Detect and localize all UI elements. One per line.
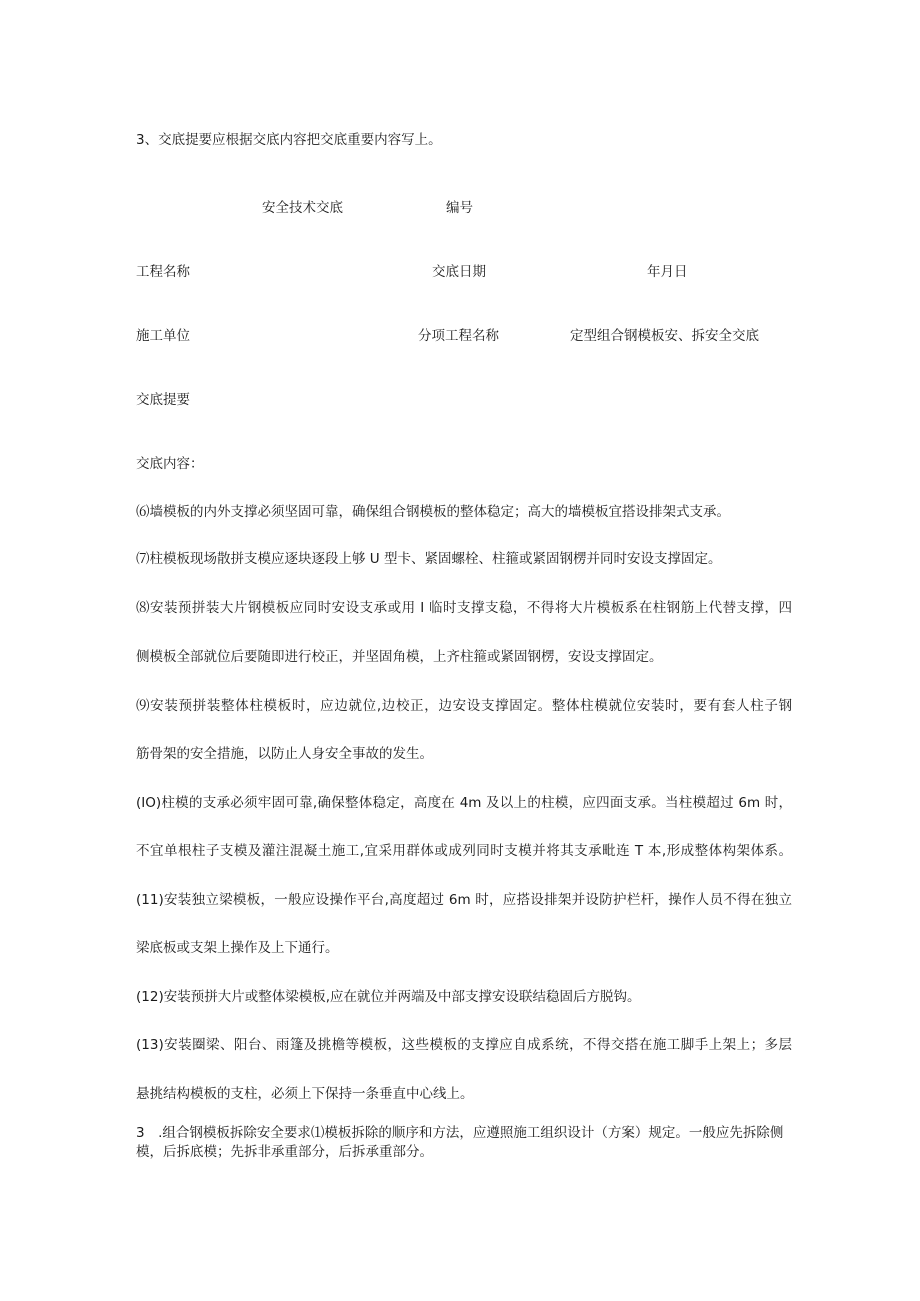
item-8-line-1: ⑻安装预拼装大片钢模板应同时安设支承或用 I 临时支撑支稳，不得将大片模板系在柱钢筋上代替支撑，四 bbox=[136, 600, 792, 616]
item-12: (12)安装预拼大片或整体梁模板,应在就位并两端及中部支撑安设联结稳固后方脱钩。 bbox=[136, 989, 641, 1005]
number-label: 编号 bbox=[446, 200, 473, 216]
unit-label: 施工单位 bbox=[136, 328, 190, 344]
sub-project-value: 定型组合钢模板安、拆安全交底 bbox=[570, 328, 759, 344]
date-value: 年月日 bbox=[647, 264, 688, 280]
form-title: 安全技术交底 bbox=[262, 200, 343, 216]
item-6: ⑹墙模板的内外支撑必须坚固可靠，确保组合钢模板的整体稳定；高大的墙模板宜搭设排架式支承。 bbox=[136, 504, 730, 520]
item-11-line-1: (11)安装独立梁模板，一般应设操作平台,高度超过 6m 时，应搭设排架并设防护栏杆，操作人员不得在独立 bbox=[136, 892, 792, 908]
date-label: 交底日期 bbox=[432, 264, 486, 280]
summary-label: 交底提要 bbox=[136, 392, 190, 408]
item-10-line-2: 不宜单根柱子支模及灌注混凝土施工,宜采用群体或成列同时支模并将其支承毗连 T 本,形成整体构架体系。 bbox=[136, 843, 792, 859]
content-label: 交底内容： bbox=[136, 456, 204, 472]
item-13-line-2: 悬挑结构模板的支柱，必须上下保持一条垂直中心线上。 bbox=[136, 1086, 474, 1102]
item-8-line-2: 侧模板全部就位后要随即进行校正，并坚固角模，上齐柱箍或紧固钢楞，安设支撑固定。 bbox=[136, 649, 663, 665]
item-9-line-2: 筋骨架的安全措施，以防止人身安全事故的发生。 bbox=[136, 746, 433, 762]
item-7: ⑺柱模板现场散拼支模应逐块逐段上够 U 型卡、紧固螺栓、柱箍或紧固钢楞并同时安设支撑固定。 bbox=[136, 551, 722, 567]
intro-line: 3、交底提要应根据交底内容把交底重要内容写上。 bbox=[136, 132, 442, 148]
section-3-paragraph: 3 .组合钢模板拆除安全要求⑴模板拆除的顺序和方法，应遵照施工组织设计（方案）规定。一般应先拆除侧模，后拆底模；先拆非承重部分，后拆承重部分。 bbox=[136, 1125, 784, 1160]
item-9-line-1: ⑼安装预拼装整体柱模板时，应边就位,边校正，边安设支撑固定。整体柱模就位安装时，要有套人柱子钢 bbox=[136, 698, 792, 714]
item-11-line-2: 梁底板或支架上操作及上下通行。 bbox=[136, 940, 339, 956]
project-name-label: 工程名称 bbox=[136, 264, 190, 280]
sub-project-label: 分项工程名称 bbox=[418, 328, 499, 344]
item-13-line-1: (13)安装圈梁、阳台、雨篷及挑檐等模板，这些模板的支撑应自成系统，不得交搭在施工脚手上架上；多层 bbox=[136, 1037, 792, 1053]
item-10-line-1: (IO)柱模的支承必须牢固可靠,确保整体稳定，高度在 4m 及以上的柱模，应四面支承。当柱模超过 6m 时， bbox=[136, 795, 792, 811]
